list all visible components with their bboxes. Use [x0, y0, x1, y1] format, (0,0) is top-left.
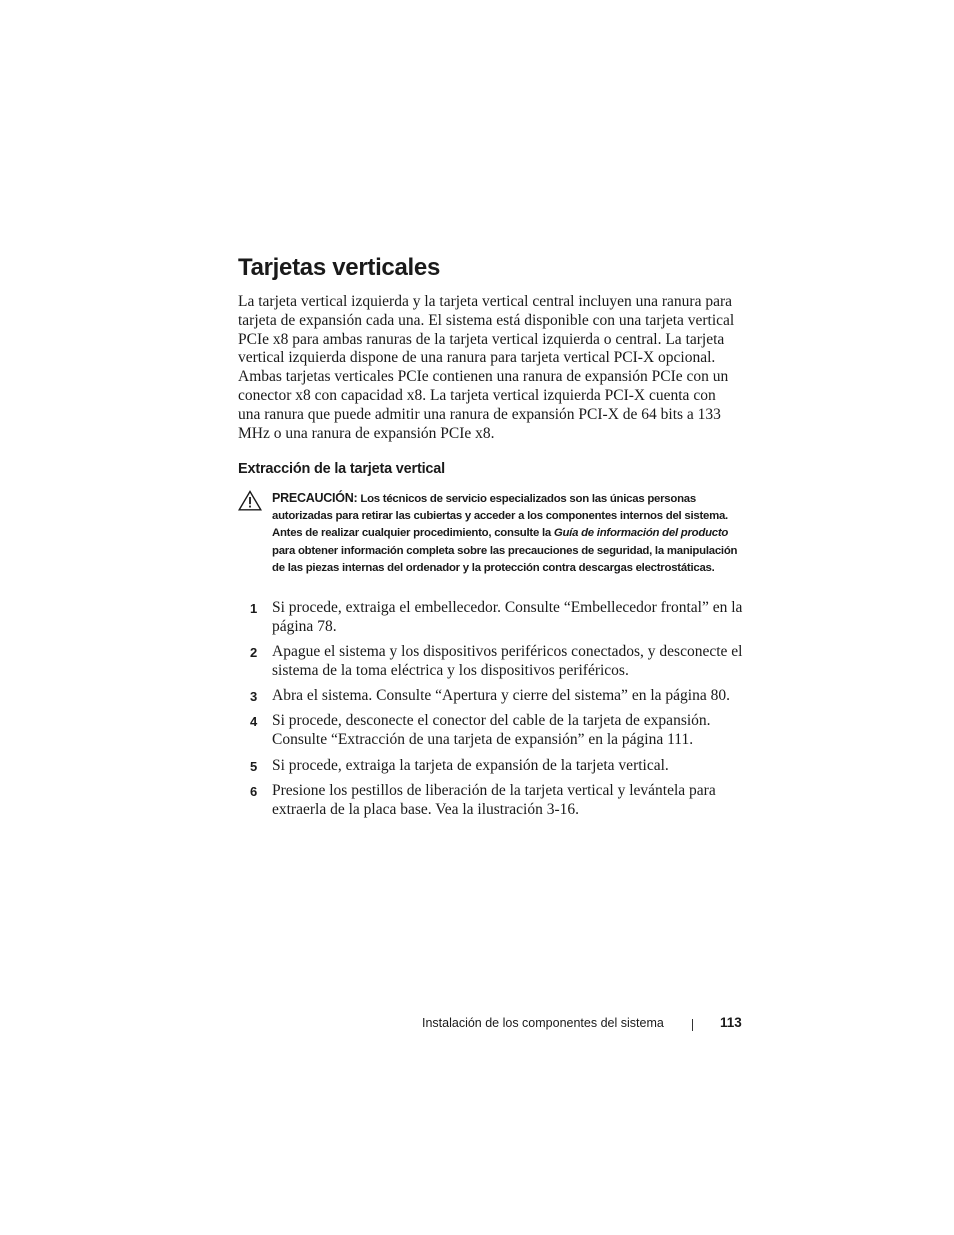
- caution-label: PRECAUCIÓN:: [272, 491, 358, 505]
- caution-text-end: para obtener información completa sobre las precauciones de seguridad, la manipulación de las piezas internas del ordenador y la protección contra descargas electrostáticas.: [272, 544, 738, 574]
- step-number: 2: [250, 645, 258, 661]
- step-number: 5: [250, 758, 258, 774]
- step-number: 4: [250, 714, 258, 730]
- step-item: [238, 712, 748, 750]
- step-text: Abra el sistema. Consulte “Apertura y cierre del sistema” en la página 80.: [272, 687, 730, 705]
- caution-notice: [272, 490, 740, 577]
- footer-separator: [692, 1019, 693, 1031]
- step-item: [238, 599, 748, 637]
- footer-chapter-title: Instalación de los componentes del sistema: [422, 1016, 664, 1030]
- step-number: 6: [250, 783, 258, 799]
- intro-paragraph: La tarjeta vertical izquierda y la tarjeta vertical central incluyen una ranura para tarjeta de expansión cada una. El sistema está disponible con una tarjeta vertical PCIe x8 para ambas ranuras de la tarjeta vertical izquierda o central. La tarjeta vertical izquierda dispone de una ranura para tarjeta vertical PCI-X opcional. Ambas tarjetas verticales PCIe contienen una ranura de expansión PCIe con un conector x8 con capacidad x8. La tarjeta vertical izquierda PCI-X cuenta con una ranura que puede admitir una ranura de expansión PCI-X de 64 bits a 133 MHz o una ranura de expansión PCIe x8.: [238, 293, 735, 442]
- product-guide-reference: Guía de información del producto: [553, 527, 729, 540]
- step-number: 3: [250, 689, 258, 705]
- step-text: Si procede, desconecte el conector del cable de la tarjeta de expansión. Consulte “Extracción de una tarjeta de expansión” en la página 111.: [272, 712, 711, 749]
- caution-text: Los técnicos de servicio especializados son las únicas personas autorizadas para retirar las cubiertas y acceder a los componentes internos del sistema. Antes de realizar cualquier procedimiento, consulte la: [272, 493, 728, 540]
- step-item: [238, 687, 748, 706]
- removal-steps: [238, 599, 748, 826]
- step-number: 1: [250, 601, 258, 616]
- warning-triangle-icon: [238, 490, 262, 511]
- step-text: Si procede, extraiga la tarjeta de expansión de la tarjeta vertical.: [272, 756, 669, 774]
- step-text: Apague el sistema y los dispositivos periféricos conectados, y desconecte el sistema de la toma eléctrica y los dispositivos periféricos.: [272, 643, 743, 679]
- step-text: Si procede, extraiga el embellecedor. Consulte “Embellecedor frontal” en la página 78.: [272, 599, 743, 635]
- step-item: [238, 782, 748, 820]
- page-number: 113: [720, 1015, 742, 1030]
- step-item: [238, 757, 748, 776]
- subsection-title: Extracción de la tarjeta vertical: [238, 461, 445, 477]
- step-item: [238, 643, 748, 681]
- page-title: Tarjetas verticales: [238, 254, 440, 281]
- step-text: Presione los pestillos de liberación de la tarjeta vertical y levántela para extraerla de la placa base. Vea la ilustración 3-16.: [272, 781, 716, 818]
